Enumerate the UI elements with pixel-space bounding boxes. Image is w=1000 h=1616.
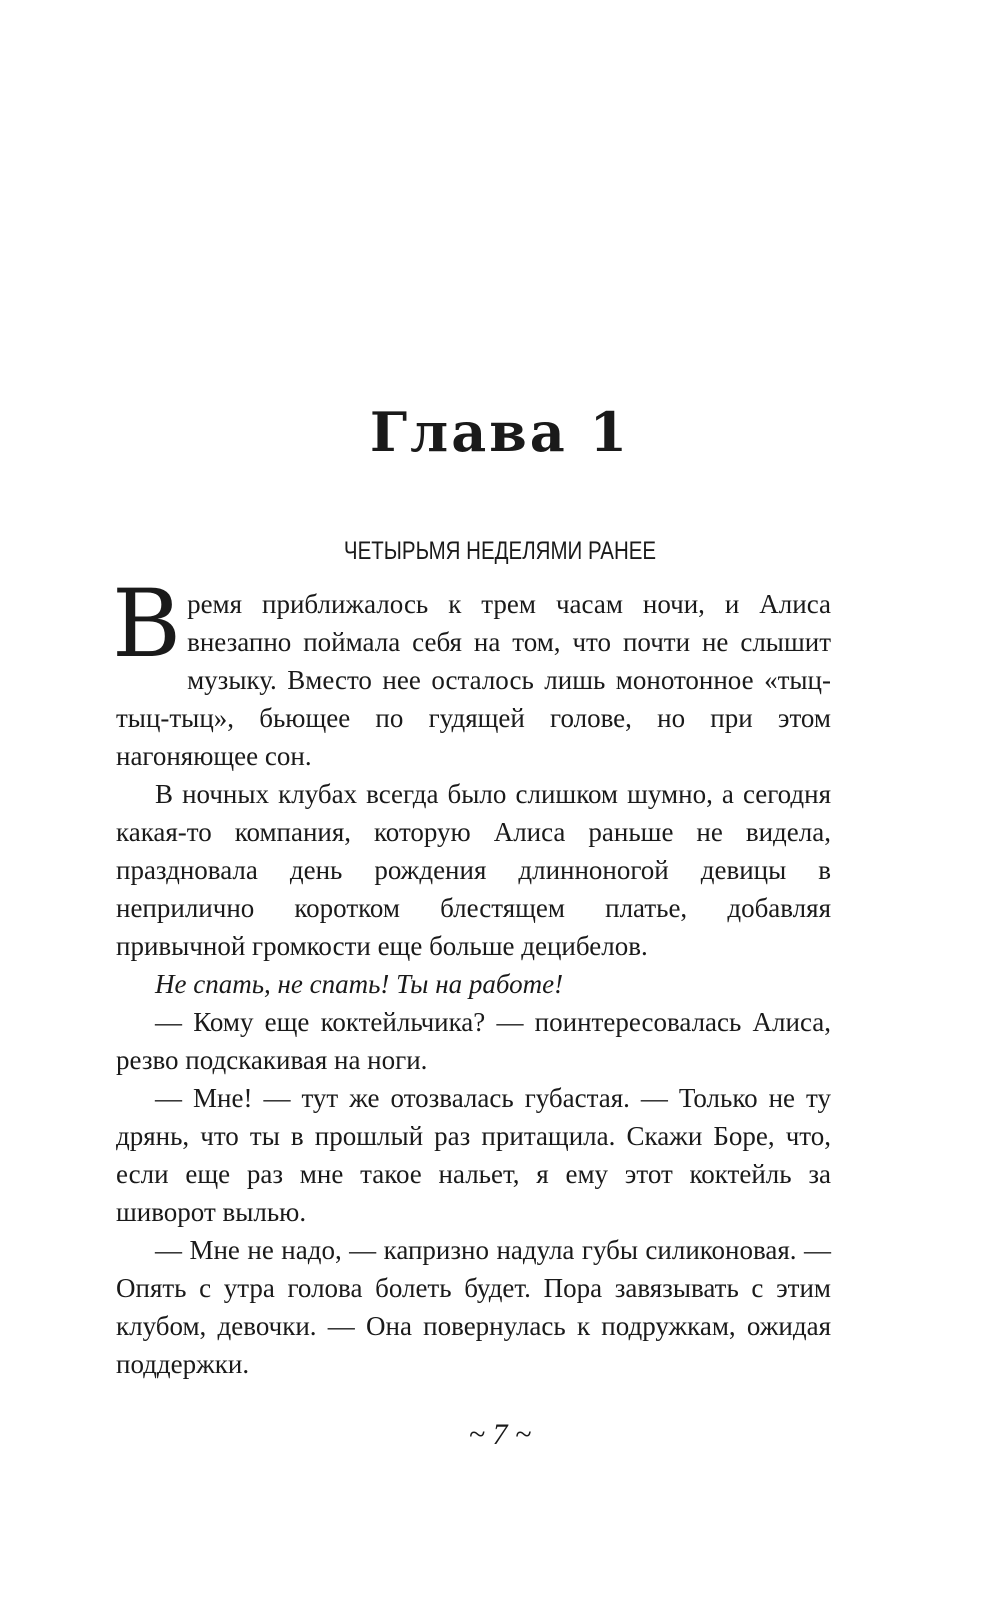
paragraph-4: — Кому еще коктейльчика? — поинтересовалась Алиса, резво подскакивая на ноги. <box>116 1007 831 1075</box>
drop-cap: В <box>112 570 182 679</box>
paragraph-3: Не спать, не спать! Ты на работе! <box>155 969 564 999</box>
paragraph-2: В ночных клубах всегда было слишком шумно, а сегодня какая-то компания, которую Алиса раньше не видела, праздновала день рождения длинноногой девицы в неприлично коротком блестящем платье, добавляя привычной громкости еще больше децибелов. <box>116 779 831 961</box>
body-text <box>112 570 831 1383</box>
chapter-subtitle: ЧЕТЫРЬМЯ НЕДЕЛЯМИ РАНЕЕ <box>343 537 657 565</box>
paragraph-1 <box>112 570 831 775</box>
paragraph-1-text: ремя приближалось к трем часам ночи, и Алиса внезапно поймала себя на том, что почти не слышит музыку. Вместо нее осталось лишь монотонное «тыц-тыц-тыц», бьющее по гудящей голове, но при этом нагоняющее сон. <box>116 589 831 771</box>
paragraph-6: — Мне не надо, — капризно надула губы силиконовая. — Опять с утра голова болеть будет. Пора завязывать с этим клубом, девочки. — Она повернулась к подружкам, ожидая поддержки. <box>116 1235 831 1379</box>
paragraph-5: — Мне! — тут же отозвалась губастая. — Только не ту дрянь, что ты в прошлый раз притащила. Скажи Боре, что, если еще раз мне такое нальет, я ему этот коктейль за шиворот вылью. <box>116 1083 831 1227</box>
chapter-title: Глава 1 <box>369 400 631 464</box>
page-number: ~ 7 ~ <box>468 1418 532 1451</box>
